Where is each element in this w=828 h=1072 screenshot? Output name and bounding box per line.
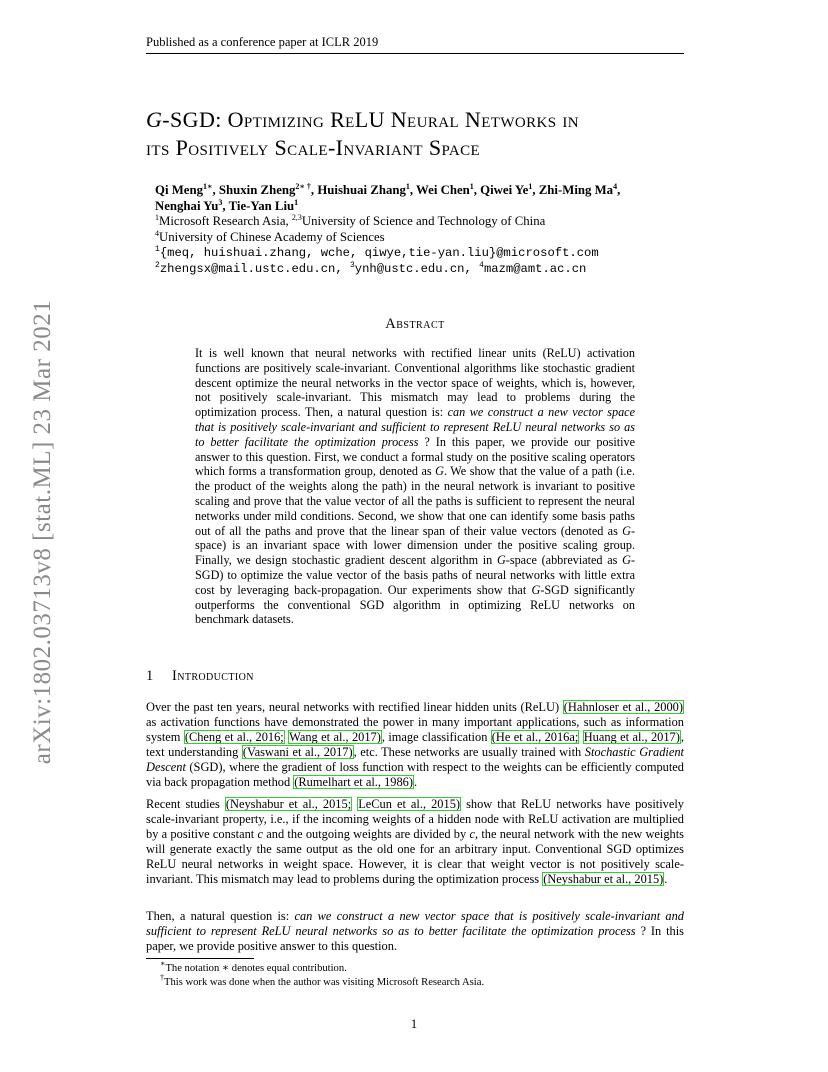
body-text: .	[414, 775, 418, 789]
author-sup: 1	[469, 182, 474, 191]
group-symbol: G	[622, 523, 631, 538]
citation-link[interactable]: LeCun et al., 2015)	[358, 797, 461, 811]
affil-text: University of Science and Technology of China	[301, 214, 546, 228]
body-text: .	[664, 872, 668, 886]
group-symbol: G	[622, 553, 631, 568]
affil-sup: 2,3	[291, 213, 302, 222]
author-name: , Zhi-Ming Ma	[532, 183, 614, 197]
author-sup: 4	[613, 182, 618, 191]
abstract-text: -space (abbreviated as	[505, 553, 623, 568]
email-text: {meq, huishuai.zhang, wche, qiwye,tie-yan.liu}@microsoft.com	[159, 246, 599, 260]
abstract-text: ? In this paper, we provide our positive answer to this question. First, we conduct a formal study on the positive scaling operators which forms a transformation group, denoted as	[195, 434, 635, 479]
body-text: and the outgoing weights are divided by	[263, 827, 470, 841]
math-symbol: c	[257, 827, 263, 841]
affiliation-line-2	[155, 230, 695, 246]
author-name: , Shuxin Zheng	[212, 183, 296, 197]
author-name: , Wei Chen	[409, 183, 470, 197]
citation-link[interactable]: Wang et al., 2017)	[289, 730, 381, 744]
body-text: (SGD), where the gradient of loss function with respect to the weights can be efficiently computed via back propagation method	[146, 760, 684, 789]
affil-text: Microsoft Research Asia,	[159, 214, 292, 228]
author-name: Qi Meng	[155, 183, 203, 197]
citation-link[interactable]: (Neyshabur et al., 2015)	[543, 872, 664, 886]
body-emphasis: Stochastic Gradient Descent	[146, 745, 684, 774]
abstract-question: can we construct a new vector space that is positively scale-invariant and sufficient to represent ReLU neural networks so as to better facilitate the optimization process	[195, 405, 635, 449]
affil-text: University of Chinese Academy of Sciences	[159, 230, 385, 244]
email-text: ynh@ustc.edu.cn,	[354, 262, 480, 276]
abstract-text: -space) is an invariant space with lower dimension under the positive scaling group. Finally, we design stochastic gradient descent algorithm in	[195, 523, 635, 568]
citation-link[interactable]: (He et al., 2016a;	[491, 730, 579, 744]
author-name: Nenghai Yu	[155, 199, 219, 213]
abstract-text: It is well known that neural networks with rectified linear units (ReLU) activation functions are positively scale-invariant. Conventional algorithms like stochastic gradient descent optimize the neural networks in the vector space of weights, which is, however, not positively scale-invariant. This mismatch may lead to problems during the optimization process. Then, a natural question is:	[195, 346, 635, 420]
body-text: Then, a natural question is:	[146, 909, 295, 923]
title-line-1: -SGD: Optimizing ReLU Neural Networks in	[162, 107, 580, 132]
footnote-mark: ∗	[160, 959, 166, 968]
body-text: as activation functions have demonstrated the power in many important applications, such as information system	[146, 715, 684, 744]
footnote-text: This work was done when the author was visiting Microsoft Research Asia.	[164, 977, 485, 988]
section-number: 1	[146, 668, 154, 684]
math-symbol: c	[469, 827, 475, 841]
affil-sup: 2	[155, 261, 160, 270]
body-text: , etc. These networks are usually trained with	[353, 745, 585, 759]
abstract-body	[195, 346, 635, 627]
author-name: , Tie-Yan Liu	[222, 199, 295, 213]
citation-link[interactable]: (Hahnloser et al., 2000)	[563, 700, 683, 714]
body-text: Recent studies	[146, 797, 225, 811]
body-text: ? In this paper, we provide positive answer to this question.	[146, 924, 684, 953]
page-number: 1	[410, 1017, 418, 1031]
author-sup: 2∗ †	[295, 182, 311, 191]
email-text: mazm@amt.ac.cn	[483, 262, 587, 276]
author-sup: 1	[528, 182, 533, 191]
email-text: zhengsx@mail.ustc.edu.cn,	[159, 262, 350, 276]
group-symbol: G	[531, 582, 541, 597]
author-sup: 1∗	[202, 182, 213, 191]
footnote-1	[160, 959, 680, 975]
title-group-symbol: G	[146, 107, 163, 132]
abstract-text: -SGD) to optimize the value vector of the basis paths of neural networks with little extra cost by leveraging back-propagation. Our experiments show that	[195, 553, 635, 597]
author-name: , Qiwei Ye	[473, 183, 529, 197]
body-text: Over the past ten years, neural networks with rectified linear hidden units (ReLU)	[146, 700, 563, 714]
author-list	[155, 182, 695, 214]
footnote-mark: †	[160, 973, 164, 982]
paper-title	[146, 106, 706, 162]
section-title: Introduction	[172, 668, 254, 684]
intro-paragraph-1	[146, 700, 684, 790]
citation-link[interactable]: (Vaswani et al., 2017)	[242, 745, 353, 759]
affil-sup: 4	[155, 229, 159, 238]
citation-link[interactable]: Huang et al., 2017)	[583, 730, 680, 744]
citation-link[interactable]: (Cheng et al., 2016;	[184, 730, 284, 744]
section-heading	[146, 668, 254, 685]
group-symbol: G	[496, 553, 506, 568]
body-text: , the neural network with the new weights will generate exactly the same output as the old one for an arbitrary input. Conventional SGD optimizes ReLU neural networks in weight space. However, it is clear that weight vector is not positively scale-invariant. This mismatch may lead to problems during the optimization process	[146, 827, 684, 886]
affil-sup: 3	[349, 261, 355, 270]
author-sup: 1	[405, 182, 410, 191]
affil-sup: 4	[479, 261, 484, 270]
group-symbol: G	[435, 464, 444, 479]
footnote-2	[160, 973, 680, 989]
affil-sup: 1	[155, 213, 159, 222]
email-line-2	[155, 262, 695, 278]
abstract-text: -SGD significantly outperforms the conventional SGD algorithm in optimizing ReLU networks on benchmark datasets.	[195, 582, 635, 627]
title-line-2: its Positively Scale-Invariant Space	[146, 135, 481, 160]
intro-paragraph-3	[146, 909, 684, 954]
body-emphasis: can we construct a new vector space that is positively scale-invariant and sufficient to represent ReLU neural networks so as to better facilitate the optimization process	[146, 909, 685, 938]
body-text: , text understanding	[146, 730, 684, 759]
author-sup: 1	[294, 198, 299, 207]
author-name: , Huishuai Zhang	[310, 183, 406, 197]
affiliation-line-1	[155, 214, 695, 230]
intro-paragraph-2	[146, 797, 684, 887]
footnote-text: The notation ∗ denotes equal contribution.	[165, 963, 347, 974]
abstract-text: . We show that the value of a path (i.e. the product of the weights along the path) in the neural network is invariant to positive scaling and prove that the value vector of all the paths is sufficient to represent the neural networks under mild conditions. Second, we show that one can identify some basis paths out of all the paths and prove that the linear span of their value vectors (denoted as	[195, 464, 636, 538]
running-header: Published as a conference paper at ICLR 2019	[146, 35, 684, 54]
arxiv-stamp	[18, 272, 68, 792]
body-text: show that ReLU networks have positively scale-invariant property, i.e., if the incoming weights of a hidden node with ReLU activation are multiplied by a positive constant	[146, 797, 684, 841]
citation-link[interactable]: (Neyshabur et al., 2015;	[225, 797, 352, 811]
citation-link[interactable]: (Rumelhart et al., 1986)	[294, 775, 413, 789]
body-text: , image classification	[381, 730, 491, 744]
arxiv-stamp-text: arXiv:1802.03713v8 [stat.ML] 23 Mar 2021	[29, 299, 57, 765]
author-sup: 3	[218, 198, 223, 207]
affil-sup: 1	[155, 245, 160, 254]
author-separator: ,	[617, 183, 621, 197]
abstract-heading: Abstract	[385, 316, 445, 332]
email-line-1	[155, 246, 695, 262]
